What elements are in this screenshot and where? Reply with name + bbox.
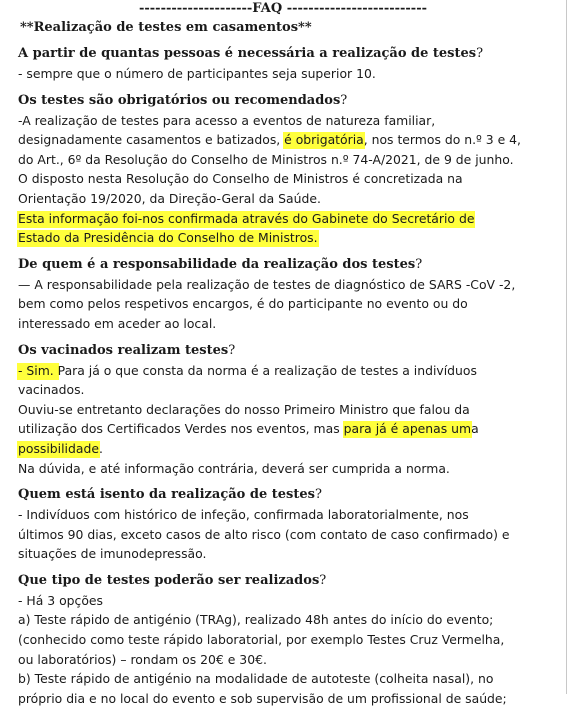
faq-answer-line: Ouviu-se entretanto declarações do nosso Primeiro Ministro que falou da	[18, 401, 470, 417]
faq-answer-line: possibilidade.	[18, 440, 103, 456]
faq-answer-line: -A realização de testes para acesso a eventos de natureza familiar,	[18, 112, 436, 128]
faq-answer-line	[18, 209, 563, 229]
faq-answer-line: vacinados.	[18, 382, 85, 398]
faq-answer-line: Orientação 19/2020, da Direção-Geral da Saúde.	[18, 190, 321, 206]
faq-answer-line: (conhecido como teste rápido laboratorial, por exemplo Testes Cruz Vermelha,	[18, 632, 505, 648]
faq-question: Os testes são obrigatórios ou recomendados?	[18, 92, 348, 108]
faq-answer-line: últimos 90 dias, exceto casos de alto risco (com contato de caso confirmado) e	[18, 526, 510, 542]
faq-question: De quem é a responsabilidade da realização dos testes?	[18, 256, 423, 272]
faq-answer-line: utilização dos Certificados Verdes nos eventos, mas para já é apenas uma	[18, 421, 479, 437]
faq-answer-line: ou laboratórios) – rondam os 20€ e 30€.	[18, 651, 267, 667]
faq-item-vaccinated	[18, 341, 563, 479]
faq-answer-line: - Sim. Para já o que consta da norma é a realização de testes a indivíduos	[18, 362, 477, 378]
faq-header: ---------------------FAQ --------------------------	[139, 1, 427, 16]
faq-item-responsibility	[18, 255, 563, 334]
faq-item-test-types	[18, 571, 563, 709]
faq-item-exempt	[18, 485, 563, 564]
faq-answer-line: - sempre que o número de participantes seja superior 10.	[18, 66, 376, 81]
faq-answer-line: bem como pelos respetivos encargos, é do participante no evento ou do	[18, 296, 468, 312]
faq-answer-line: b) Teste rápido de antigénio na modalidade de autoteste (colheita nasal), no	[18, 671, 494, 687]
faq-question: Os vacinados realizam testes?	[18, 342, 236, 358]
faq-answer-line: designadamente casamentos e batizados, é obrigatória, nos termos do n.º 3 e 4,	[18, 132, 522, 148]
highlight-obrigatoria: é obrigatória	[284, 132, 364, 148]
faq-answer-line: próprio dia e no local do evento e sob supervisão de um profissional de saúde;	[18, 690, 507, 706]
faq-answer-line: do Art., 6º da Resolução do Conselho de Ministros n.º 74-A/2021, de 9 de junho.	[18, 151, 514, 167]
document-title: **Realização de testes em casamentos**	[20, 20, 312, 35]
highlight-confirmation: Estado da Presidência do Conselho de Ministros.	[18, 230, 318, 246]
faq-question: A partir de quantas pessoas é necessária a realização de testes?	[18, 46, 484, 61]
faq-question: Quem está isento da realização de testes?	[18, 487, 322, 503]
faq-item-minimum-people	[18, 44, 563, 84]
faq-answer-line: - Há 3 opções	[18, 592, 103, 608]
faq-answer-line: a) Teste rápido de antigénio (TRAg), realizado 48h antes do início do evento;	[18, 612, 494, 628]
faq-item-mandatory	[18, 91, 563, 248]
highlight-confirmation: Esta informação foi-nos confirmada através do Gabinete do Secretário de	[18, 210, 475, 226]
faq-question: Que tipo de testes poderão ser realizados?	[18, 572, 327, 588]
faq-answer-line: interessado em aceder ao local.	[18, 315, 217, 331]
highlight-possibility: possibilidade	[18, 440, 99, 456]
faq-answer-line: - Indivíduos com histórico de infeção, confirmada laboratorialmente, nos	[18, 507, 469, 523]
faq-answer-line	[18, 228, 563, 248]
faq-answer-line: — A responsabilidade pela realização de testes de diagnóstico de SARS -CoV -2,	[18, 276, 516, 292]
faq-answer-line: Na dúvida, e até informação contrária, deverá ser cumprida a norma.	[18, 460, 450, 476]
faq-answer-line: situações de imunodepressão.	[18, 546, 207, 562]
highlight-sim: - Sim.	[18, 362, 58, 378]
highlight-possibility: para já é apenas um	[343, 421, 472, 437]
faq-content	[18, 44, 563, 715]
faq-answer-line: O disposto nesta Resolução do Conselho de Ministros é concretizada na	[18, 171, 463, 187]
